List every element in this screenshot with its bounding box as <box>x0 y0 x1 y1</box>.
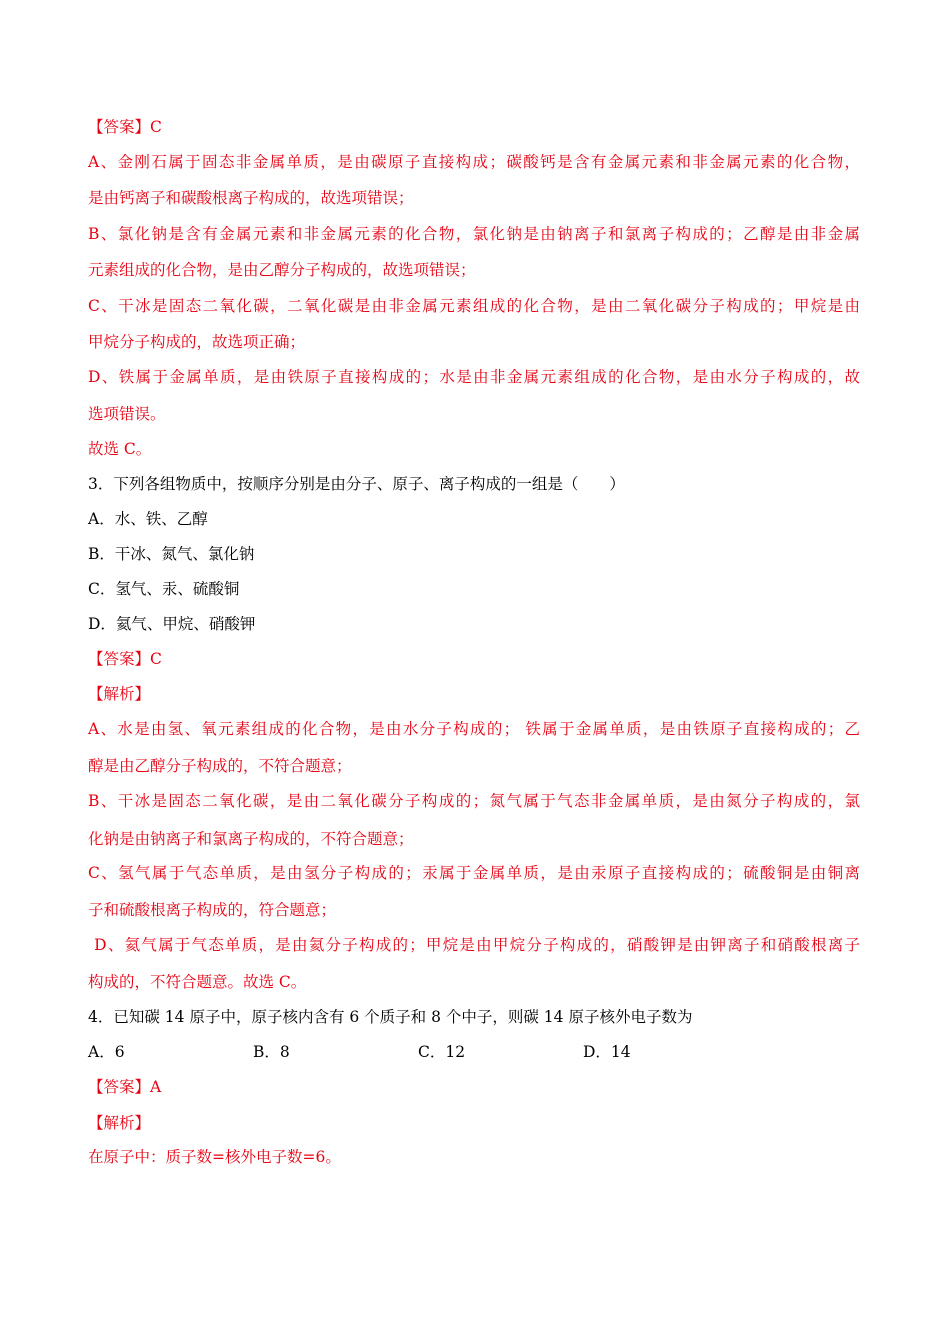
explanation-line: 选项错误。 <box>88 405 166 423</box>
analysis-line: 构成的，不符合题意。故选 C。 <box>88 973 307 991</box>
explanation-line: 元素组成的化合物，是由乙醇分子构成的，故选项错误； <box>88 261 476 279</box>
answer-line: 【答案】A <box>88 1078 162 1096</box>
question-stem: 3．下列各组物质中，按顺序分别是由分子、原子、离子构成的一组是（ ） <box>88 475 625 493</box>
option-b: B．干冰、氮气、氯化钠 <box>88 545 255 563</box>
analysis-line: B、干冰是固态二氧化碳，是由二氧化碳分子构成的；氮气属于气态非金属单质，是由氮分子构成的，氯 <box>88 792 860 810</box>
option-a: A．6 <box>88 1043 125 1061</box>
answer-line: 【答案】C <box>88 118 162 136</box>
analysis-line: C、氢气属于气态单质，是由氢分子构成的；汞属于金属单质，是由汞原子直接构成的；硫酸铜是由铜离 <box>88 864 860 882</box>
analysis-label: 【解析】 <box>88 685 151 703</box>
option-a: A．水、铁、乙醇 <box>88 510 208 528</box>
explanation-line: A、金刚石属于固态非金属单质，是由碳原子直接构成；碳酸钙是含有金属元素和非金属元素的化合物， <box>88 153 860 171</box>
analysis-line: 子和硫酸根离子构成的，符合题意； <box>88 901 337 919</box>
option-b: B．8 <box>253 1043 290 1061</box>
analysis-line: A、水是由氢、氧元素组成的化合物，是由水分子构成的； 铁属于金属单质，是由铁原子直接构成的；乙 <box>88 720 860 738</box>
explanation-line: C、干冰是固态二氧化碳，二氧化碳是由非金属元素组成的化合物，是由二氧化碳分子构成的；甲烷是由 <box>88 297 860 315</box>
explanation-line: 是由钙离子和碳酸根离子构成的，故选项错误； <box>88 189 414 207</box>
analysis-line: D、氦气属于气态单质，是由氦分子构成的；甲烷是由甲烷分子构成的，硝酸钾是由钾离子和硝酸根离子 <box>88 936 860 954</box>
analysis-line: 醇是由乙醇分子构成的，不符合题意； <box>88 757 352 775</box>
question-stem: 4．已知碳 14 原子中，原子核内含有 6 个质子和 8 个中子，则碳 14 原子核外电子数为 <box>88 1008 693 1026</box>
analysis-label: 【解析】 <box>88 1114 151 1132</box>
explanation-line: 甲烷分子构成的，故选项正确； <box>88 333 306 351</box>
conclusion-line: 故选 C。 <box>88 440 152 458</box>
option-c: C．12 <box>418 1043 466 1061</box>
explanation-line: D、铁属于金属单质，是由铁原子直接构成的；水是由非金属元素组成的化合物，是由水分子构成的，故 <box>88 368 860 386</box>
option-c: C．氢气、汞、硫酸铜 <box>88 580 240 598</box>
answer-line: 【答案】C <box>88 650 162 668</box>
option-d: D．14 <box>583 1043 631 1061</box>
analysis-line: 化钠是由钠离子和氯离子构成的，不符合题意； <box>88 830 414 848</box>
analysis-line: 在原子中：质子数=核外电子数=6。 <box>88 1148 341 1166</box>
explanation-line: B、氯化钠是含有金属元素和非金属元素的化合物，氯化钠是由钠离子和氯离子构成的；乙醇是由非金属 <box>88 225 860 243</box>
option-d: D．氦气、甲烷、硝酸钾 <box>88 615 256 633</box>
